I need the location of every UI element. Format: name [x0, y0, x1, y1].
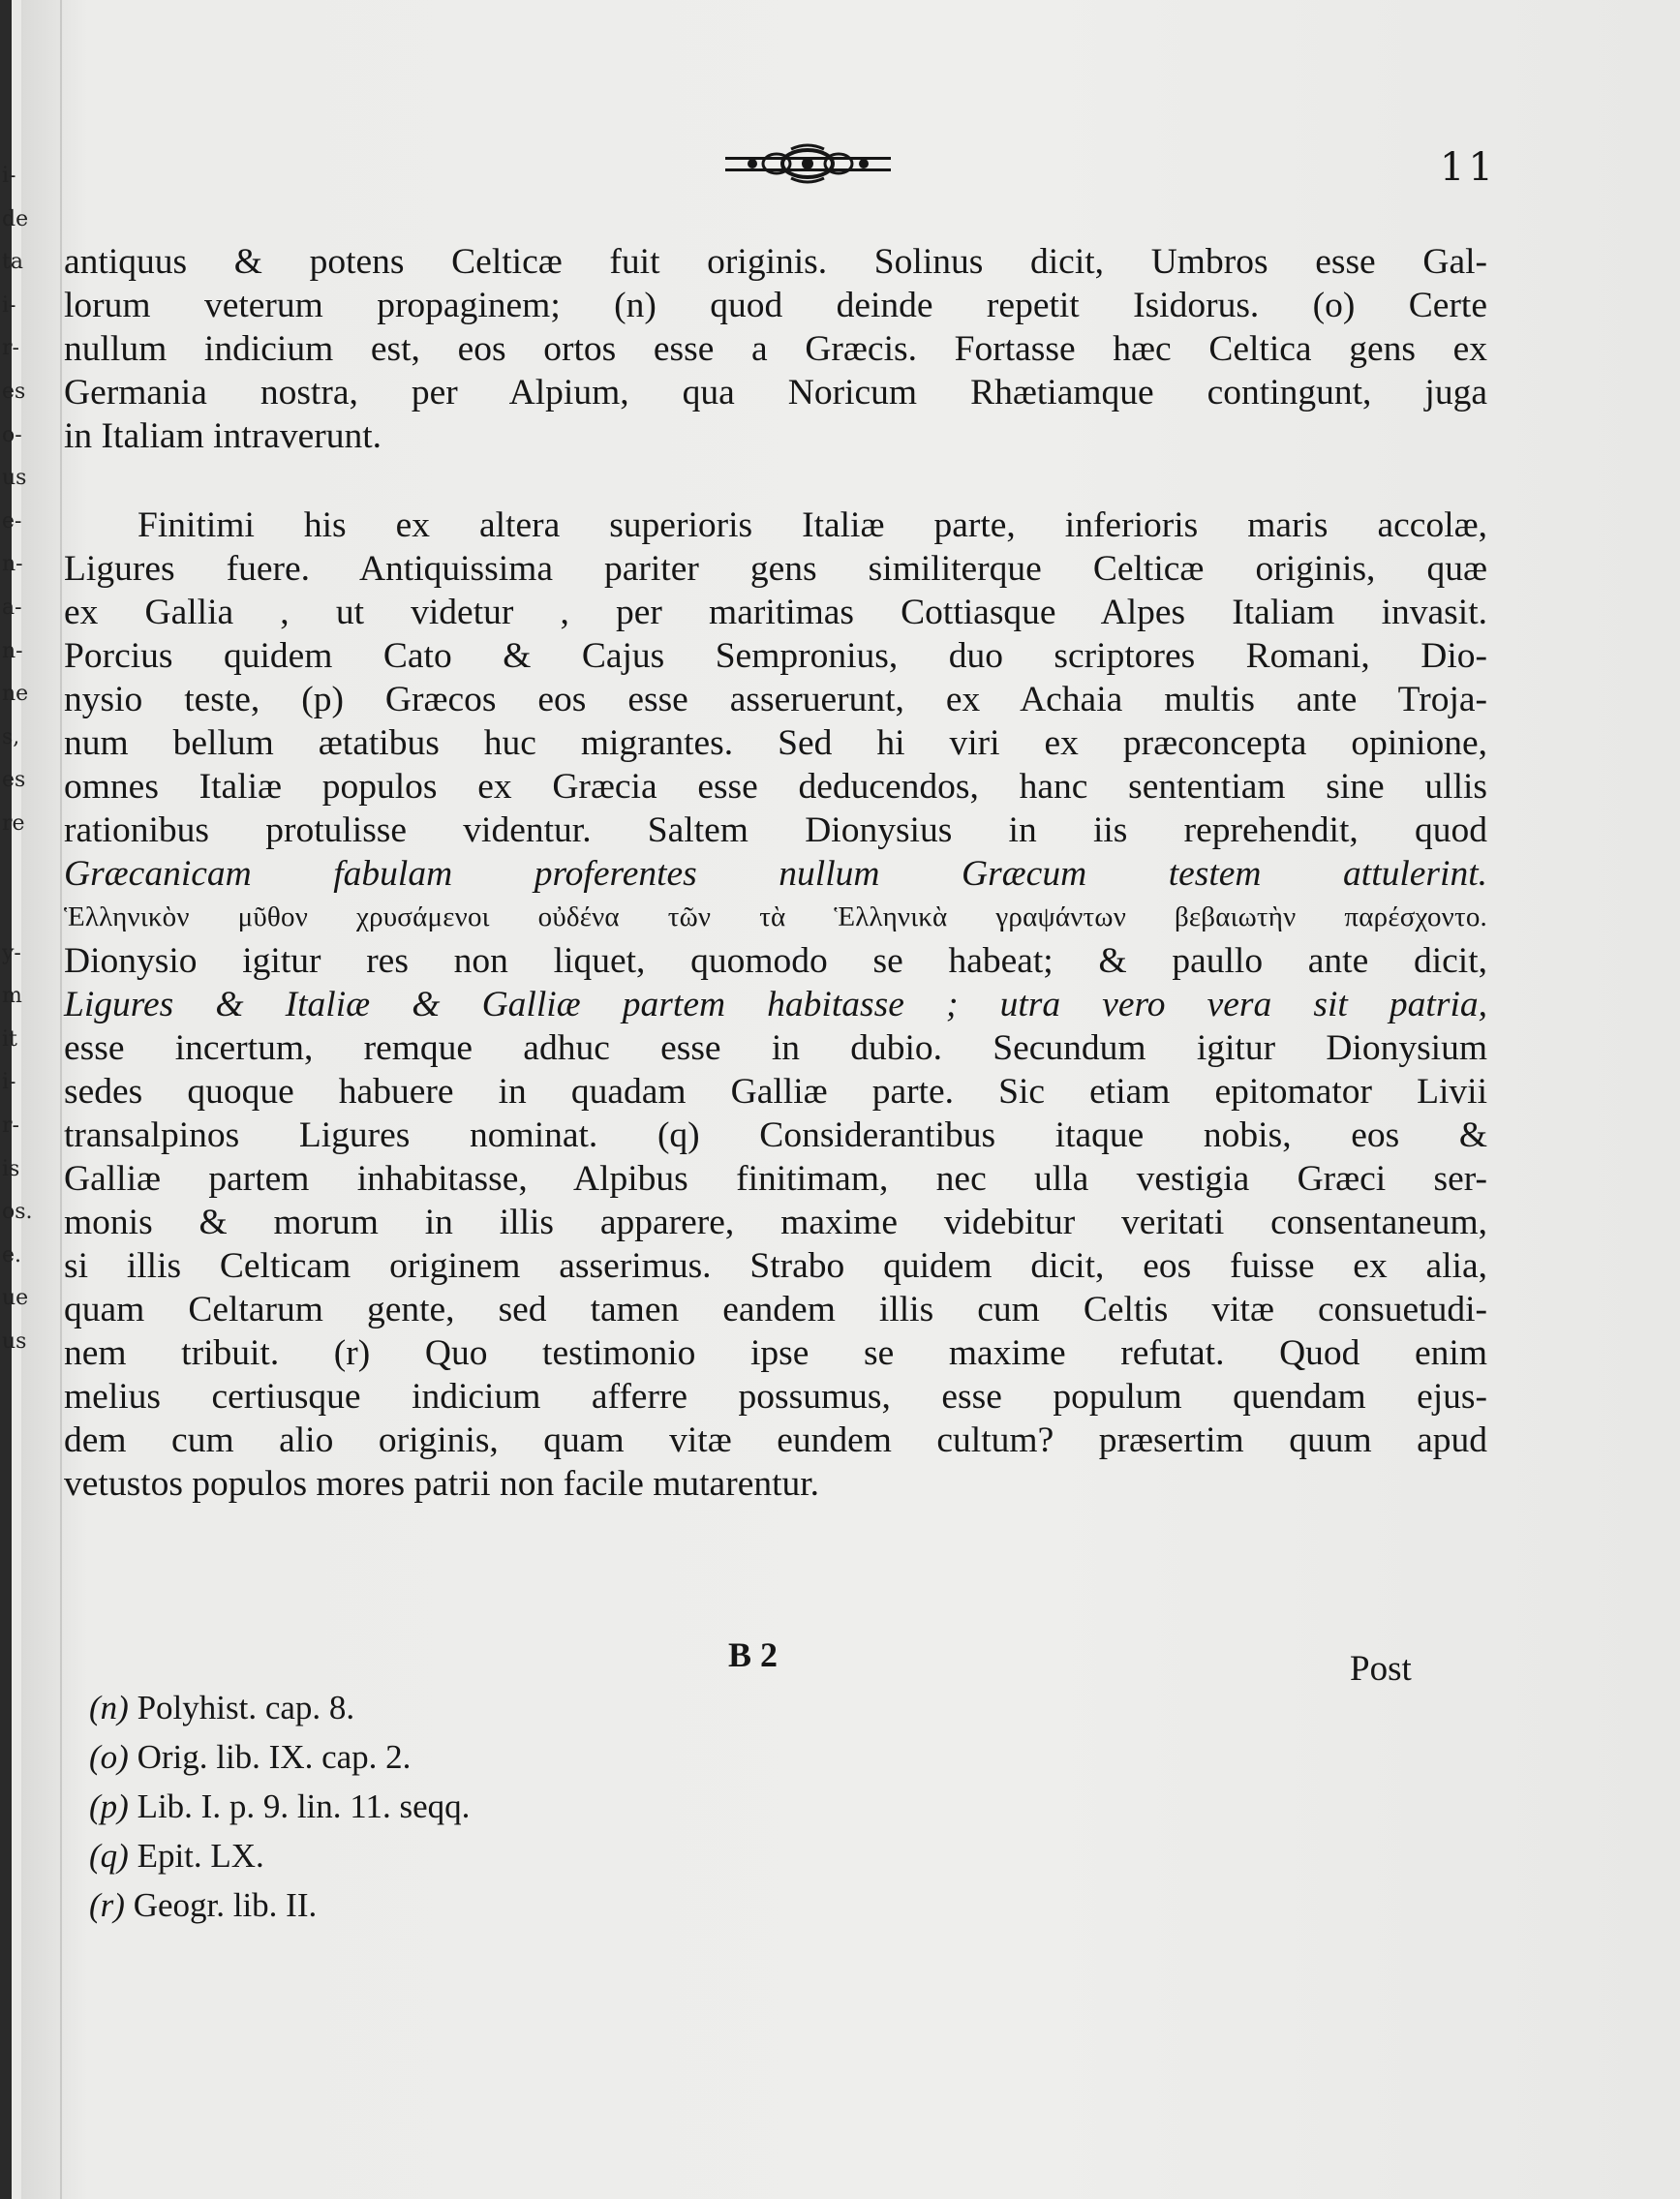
margin-fragment [2, 889, 35, 932]
text-line: esse incertum, remque adhuc esse in dubio. Secundum igitur Dionysium [64, 1028, 1487, 1068]
margin-fragment: r- [2, 1114, 19, 1139]
margin-fragment: m [2, 984, 22, 1009]
headpiece-ornament-icon [723, 143, 893, 184]
footnotes [89, 1683, 767, 1930]
footnote: (p) Lib. I. p. 9. lin. 11. seqq. [89, 1787, 471, 1825]
text-line: rationibus protulisse videntur. Saltem Dionysius in iis reprehendit, quod [64, 810, 1487, 850]
text-line: vetustos populos mores patrii non facile mutarentur. [64, 1464, 820, 1504]
margin-fragment: es [2, 768, 26, 793]
margin-fragment: s, [2, 724, 20, 749]
text-line: nysio teste, (p) Græcos eos esse asseruerunt, ex Achaia multis ante Troja- [64, 680, 1487, 719]
text-line: Ligures & Italiæ & Galliæ partem habitasse ; utra vero vera sit patria, [64, 985, 1487, 1024]
margin-fragment: re [2, 810, 25, 836]
margin-fragment: ta [2, 250, 23, 275]
text-line: quam Celtarum gente, sed tamen eandem illis cum Celtis vitæ consuetudi- [64, 1290, 1487, 1329]
footnote: (r) Geogr. lib. II. [89, 1886, 318, 1924]
footnote: (n) Polyhist. cap. 8. [89, 1689, 355, 1726]
text-line: lorum veterum propaginem; (n) quod deinde repetit Isidorus. (o) Certe [64, 286, 1487, 325]
text-line: ex Gallia , ut videtur , per maritimas Cottiasque Alpes Italiam invasit. [64, 593, 1487, 632]
book-page [21, 0, 1680, 2199]
margin-fragment: i- [2, 164, 16, 188]
margin-fragment: is [2, 1156, 20, 1181]
margin-fragment: us [2, 466, 27, 491]
margin-fragment: n- [2, 638, 23, 663]
text-line: monis & morum in illis apparere, maxime videbitur veritati consentaneum, [64, 1203, 1487, 1242]
margin-fragment: es [2, 379, 26, 404]
text-line: Germania nostra, per Alpium, qua Noricum Rhætiamque contingunt, juga [64, 373, 1487, 412]
text-line: antiquus & potens Celticæ fuit originis. Solinus dicit, Umbros esse Gal- [64, 242, 1487, 282]
margin-fragment [2, 846, 35, 890]
text-line: nem tribuit. (r) Quo testimonio ipse se maxime refutat. Quod enim [64, 1333, 1487, 1373]
page-fold-shadow [60, 0, 62, 2199]
gathering-signature: B 2 [728, 1635, 779, 1674]
text-line: transalpinos Ligures nominat. (q) Considerantibus itaque nobis, eos & [64, 1115, 1487, 1155]
text-line: nullum indicium est, eos ortos esse a Græcis. Fortasse hæc Celtica gens ex [64, 329, 1487, 369]
margin-fragment: i- [2, 292, 16, 318]
text-line: Finitimi his ex altera superioris Italiæ parte, inferioris maris accolæ, [137, 505, 1487, 545]
greek-quotation-line: Ἑλληνικὸν μῦθον χρυσάμενοι οὐδένα τῶν τὰ Ἑλληνικὰ γραψάντων βεβαιωτὴν παρέσχοντο. [64, 901, 1487, 932]
margin-fragment: ue [2, 1286, 29, 1311]
margin-fragment: y- [2, 940, 21, 965]
paragraph-1 [64, 240, 1487, 458]
footnote: (o) Orig. lib. IX. cap. 2. [89, 1738, 412, 1776]
margin-fragment: e- [2, 508, 22, 534]
margin-fragment: r- [2, 336, 19, 361]
margin-fragment: us [2, 1329, 27, 1355]
margin-fragment: a- [2, 595, 22, 620]
text-line: Dionysio igitur res non liquet, quomodo se habeat; & paullo ante dicit, [64, 941, 1487, 981]
text-line: Græcanicam fabulam proferentes nullum Græcum testem attulerint. [64, 854, 1487, 894]
text-line: melius certiusque indicium afferre possumus, esse populum quendam ejus- [64, 1377, 1487, 1417]
text-line: Porcius quidem Cato & Cajus Sempronius, duo scriptores Romani, Dio- [64, 636, 1487, 676]
paragraph-2 [64, 504, 1487, 1506]
text-line: Ligures fuere. Antiquissima pariter gens similiterque Celticæ originis, quæ [64, 549, 1487, 589]
text-line: omnes Italiæ populos ex Græcia esse deducendos, hanc sententiam sine ullis [64, 767, 1487, 807]
text-line: Galliæ partem inhabitasse, Alpibus finitimam, nec ulla vestigia Græci ser- [64, 1159, 1487, 1199]
previous-page-margin [2, 155, 35, 1364]
margin-fragment: it [2, 1026, 17, 1052]
text-line: si illis Celticam originem asserimus. Strabo quidem dicit, eos fuisse ex alia, [64, 1246, 1487, 1286]
footnote: (q) Epit. LX. [89, 1837, 264, 1875]
margin-fragment: ne [2, 682, 29, 707]
text-line: dem cum alio originis, quam vitæ eundem cultum? præsertim quum apud [64, 1420, 1487, 1460]
text-line: num bellum ætatibus huc migrantes. Sed hi viri ex præconcepta opinione, [64, 723, 1487, 763]
margin-fragment: o- [2, 422, 22, 447]
margin-fragment: os. [2, 1200, 33, 1225]
margin-fragment: de [2, 206, 29, 231]
margin-fragment: e. [2, 1242, 22, 1267]
margin-fragment: n- [2, 552, 23, 577]
body-text [64, 240, 1487, 1506]
page-number: 11 [1440, 145, 1497, 190]
margin-fragment: i- [2, 1070, 16, 1095]
text-line: in Italiam intraverunt. [64, 416, 382, 456]
text-line: sedes quoque habuere in quadam Galliæ parte. Sic etiam epitomator Livii [64, 1072, 1487, 1112]
catchword: Post [1350, 1649, 1412, 1689]
